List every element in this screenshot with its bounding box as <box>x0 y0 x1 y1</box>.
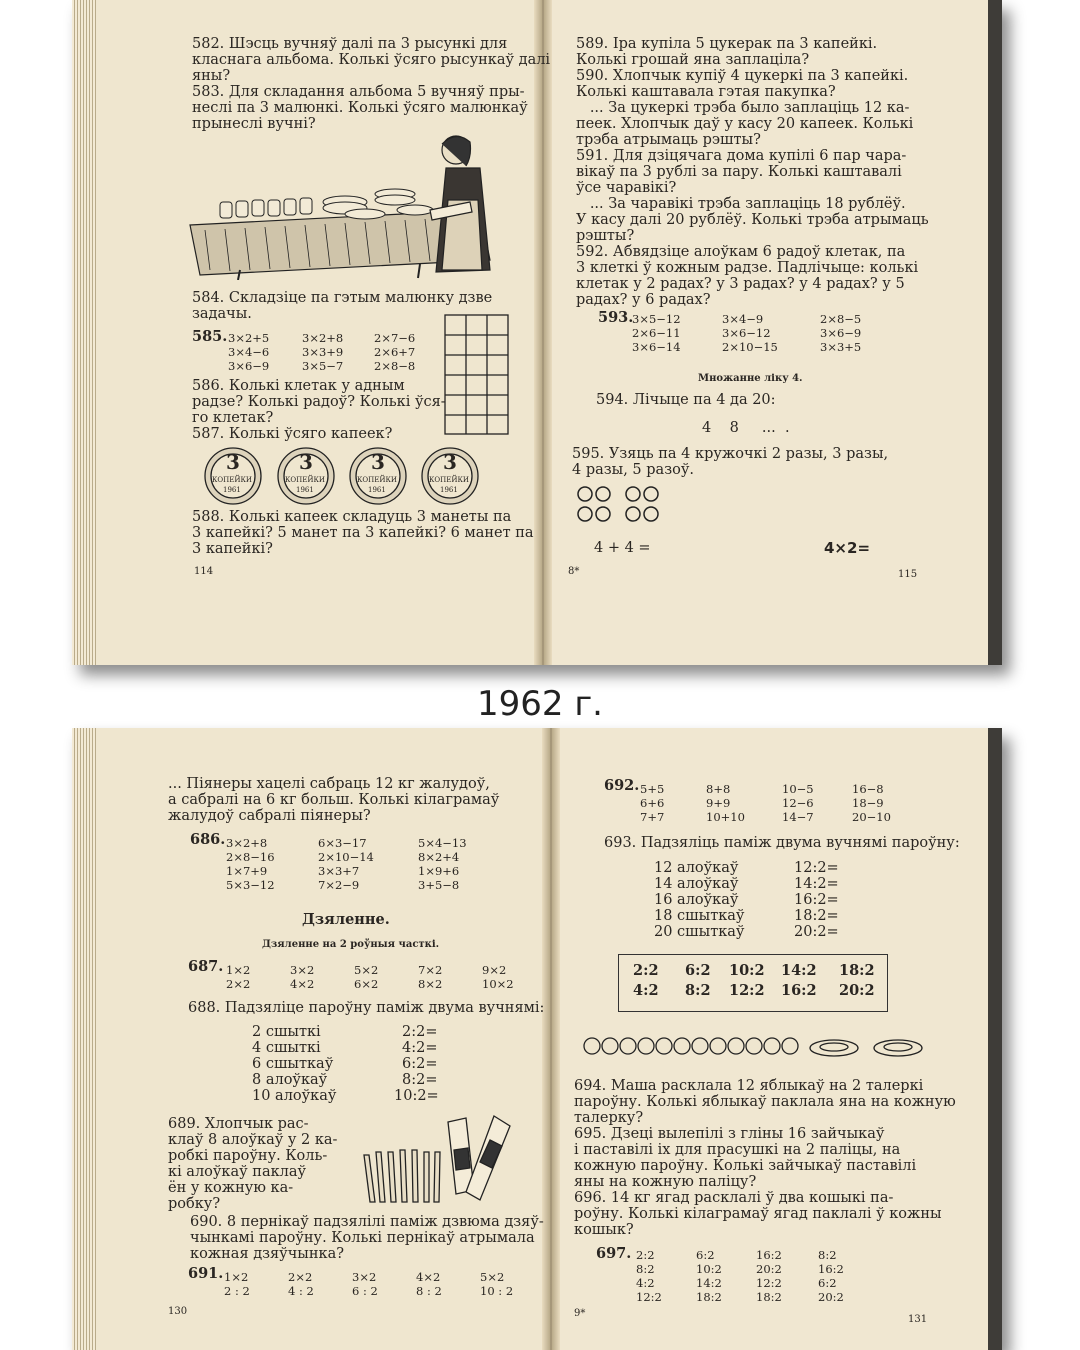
box-r2-c4: 16:2 <box>781 982 817 999</box>
page-number-131: 131 <box>908 1314 928 1325</box>
page-number-130: 130 <box>168 1306 188 1317</box>
count-sequence: 4 8 ... . <box>702 420 790 436</box>
exercise-686-col-3: 5×4−13 8×2+4 1×9+6 3+5−8 <box>418 836 467 892</box>
exercise-693-item-4: 18 сшыткаў <box>654 908 745 924</box>
exercise-693-item-2: 14 алоўкаў <box>654 876 739 892</box>
exercise-687-col-5: 9×2 10×2 <box>482 963 514 991</box>
exercise-693-expr-3: 16:2= <box>794 892 839 908</box>
exercise-692-col-2: 8+8 9+9 10+10 <box>706 782 745 824</box>
exercise-688-item-2: 4 сшыткі <box>252 1040 321 1056</box>
exercise-687-col-2: 3×2 4×2 <box>290 963 315 991</box>
coin-2-value: 3 <box>299 450 313 474</box>
exercise-697-label: 697. <box>596 1245 632 1262</box>
cover-edge-right <box>988 728 1002 1350</box>
exercise-693-item-3: 16 алоўкаў <box>654 892 739 908</box>
page-number-115: 115 <box>898 569 918 580</box>
problem-688: 688. Падзяліце пароўну паміж двума вучнямі: <box>188 1000 545 1016</box>
signature-mark: 9* <box>574 1308 586 1319</box>
exercise-687-col-1: 1×2 2×2 <box>226 963 251 991</box>
exercise-693-table <box>654 860 864 942</box>
coin-3-value: 3 <box>371 450 385 474</box>
exercise-688-item-5: 10 алоўкаў <box>252 1088 337 1104</box>
exercise-697-col-4: 8:2 16:2 6:2 20:2 <box>818 1248 844 1304</box>
problem-587: 587. Колькі ўсяго капеек? <box>192 426 393 442</box>
problem-594: 594. Лічыце па 4 да 20: <box>596 392 776 408</box>
exercise-585-col-1: 3×2+5 3×4−6 3×6−9 <box>228 331 270 373</box>
exercise-688-item-4: 8 алоўкаў <box>252 1072 328 1088</box>
exercise-593-label: 593. <box>598 309 634 326</box>
exercise-585-col-3: 2×7−6 2×6+7 2×8−8 <box>374 331 416 373</box>
box-r1-c2: 6:2 <box>685 962 711 979</box>
pencils-and-boxes-illustration <box>356 1110 516 1210</box>
exercise-693-expr-2: 14:2= <box>794 876 839 892</box>
table-setting-illustration <box>180 130 510 280</box>
coin-1-value: 3 <box>226 450 240 474</box>
problem-586: 586. Колькі клетак у адным радзе? Колькі радоў? Колькі ўся- го клетак? <box>192 378 446 426</box>
exercise-686-col-2: 6×3−17 2×10−14 3×3+7 7×2−9 <box>318 836 374 892</box>
exercise-688-expr-5: 10:2= <box>394 1088 439 1104</box>
sum-expression: 4 + 4 = <box>594 540 651 556</box>
exercise-697-col-2: 6:2 10:2 14:2 18:2 <box>696 1248 722 1304</box>
coin-1-label: КОПЕЙКИ <box>212 476 252 484</box>
problem-584: 584. Складзіце па гэтым малюнку дзве задачы. <box>192 290 493 322</box>
exercise-693-item-5: 20 сшыткаў <box>654 924 745 940</box>
exercise-688-expr-1: 2:2= <box>402 1024 438 1040</box>
subheading-division-by-2: Дзяленне на 2 роўныя часткі. <box>262 939 440 950</box>
problem-588: 588. Колькі капеек складуць 3 манеты па 3 капейкі? 5 манет па 3 капейкі? 6 манет па 3 капейкі? <box>192 509 534 557</box>
exercise-691-label: 691. <box>188 1265 224 1282</box>
exercise-692-col-4: 16−8 18−9 20−10 <box>852 782 891 824</box>
problem-583: 583. Для складання альбома 5 вучняў пры- неслі па 3 малюнкі. Колькі ўсяго малюнкаў прынеслі вучні? <box>192 84 528 132</box>
apples-and-plates-illustration <box>582 1032 952 1058</box>
exercise-687-col-4: 7×2 8×2 <box>418 963 443 991</box>
circles-illustration <box>576 484 666 528</box>
exercise-692-col-1: 5+5 6+6 7+7 <box>640 782 665 824</box>
box-r2-c1: 4:2 <box>633 982 659 999</box>
problem-591: 591. Для дзіцячага дома купілі 6 пар чара- вікаў па 3 рублі за пару. Колькі каштавалі ўсе чаравікі? ... За чаравікі трэба заплаціць 18 рублёў. У касу далі 20 рублёў. Колькі трэба атрымаць рэшты? <box>576 148 929 244</box>
box-r2-c3: 12:2 <box>729 982 765 999</box>
book-gutter <box>534 0 552 665</box>
problem-590: 590. Хлопчык купіў 4 цукеркі па 3 капейкі. Колькі каштавала гэтая пакупка? ... За цукеркі трэба было заплаціць 12 ка- пеек. Хлопчык даў у касу 20 капеек. Колькі трэба атрымаць рэшты? <box>576 68 914 148</box>
exercise-691-col-5: 5×2 10 : 2 <box>480 1270 514 1298</box>
division-facts-box <box>618 954 888 1012</box>
exercise-593-col-2: 3×4−9 3×6−12 2×10−15 <box>722 312 778 354</box>
problem-696: 696. 14 кг ягад расклалі ў два кошыкі па- роўну. Колькі кілаграмаў ягад паклалі ў кожны кошык? <box>574 1190 942 1238</box>
problem-694: 694. Маша расклала 12 яблыкаў на 2 талеркі пароўну. Колькі яблыкаў паклала яна на кожную талерку? <box>574 1078 956 1126</box>
cell-grid-3x6 <box>444 314 510 436</box>
heading-division: Дзяленне. <box>302 911 390 928</box>
problem-592: 592. Абвядзіце алоўкам 6 радоў клетак, па 3 клеткі ў кожным радзе. Падлічыце: колькі клетак у 2 радах? у 3 радах? у 4 радах? у 5 радах? у 6 радах? <box>576 244 919 308</box>
exercise-688-item-1: 2 сшыткі <box>252 1024 321 1040</box>
exercise-691-col-2: 2×2 4 : 2 <box>288 1270 314 1298</box>
problem-689: 689. Хлопчык рас- клаў 8 алоўкаў у 2 ка- робкі пароўну. Коль- кі алоўкаў паклаў ён у кожную ка- робку? <box>168 1116 338 1212</box>
exercise-688-item-3: 6 сшыткаў <box>252 1056 334 1072</box>
year-caption: 1962 г. <box>476 684 603 724</box>
exercise-691-col-1: 1×2 2 : 2 <box>224 1270 250 1298</box>
section-heading-multiply-4: Множанне ліку 4. <box>698 373 803 384</box>
coin-3-year: 1961 <box>368 486 386 494</box>
exercise-693-expr-4: 18:2= <box>794 908 839 924</box>
exercise-692-col-3: 10−5 12−6 14−7 <box>782 782 814 824</box>
box-r2-c2: 8:2 <box>685 982 711 999</box>
coin-4-value: 3 <box>443 450 457 474</box>
page-131 <box>560 728 988 1350</box>
problem-595: 595. Узяць па 4 кружочкі 2 разы, 3 разы, 4 разы, 5 разоў. <box>572 446 889 478</box>
box-r1-c4: 14:2 <box>781 962 817 979</box>
exercise-697-col-3: 16:2 20:2 12:2 18:2 <box>756 1248 782 1304</box>
cover-edge-right <box>988 0 1002 665</box>
coin-3-label: КОПЕЙКИ <box>357 476 397 484</box>
exercise-688-table <box>252 1024 472 1106</box>
exercise-686-col-1: 3×2+8 2×8−16 1×7+9 5×3−12 <box>226 836 275 892</box>
coin-1-year: 1961 <box>223 486 241 494</box>
problem-intro-acorns: ... Піянеры хацелі сабраць 12 кг жалудоў, а сабралі на 6 кг больш. Колькі кілаграмаў жалудоў сабралі піянеры? <box>168 776 500 824</box>
exercise-693-expr-5: 20:2= <box>794 924 839 940</box>
problem-690: 690. 8 пернікаў падзялілі паміж дзвюма дзяў- чынкамі пароўну. Колькі пернікаў атрымала кожная дзяўчынка? <box>190 1214 544 1262</box>
problem-582: 582. Шэсць вучняў далі па 3 рысункі для класнага альбома. Колькі ўсяго рысункаў далі яны? <box>192 36 551 84</box>
page-edges-left <box>72 0 96 665</box>
exercise-686-label: 686. <box>190 831 226 848</box>
exercise-693-item-1: 12 алоўкаў <box>654 860 739 876</box>
coin-4-label: КОПЕЙКИ <box>429 476 469 484</box>
box-r2-c5: 20:2 <box>839 982 875 999</box>
coin-2-year: 1961 <box>296 486 314 494</box>
exercise-593-col-1: 3×5−12 2×6−11 3×6−14 <box>632 312 681 354</box>
book-spread-1962 <box>72 0 1002 665</box>
book-gutter <box>542 728 560 1350</box>
page-number-114: 114 <box>194 566 214 577</box>
page-edges-left <box>72 728 96 1350</box>
exercise-691-col-3: 3×2 6 : 2 <box>352 1270 378 1298</box>
exercise-697-col-1: 2:2 8:2 4:2 12:2 <box>636 1248 662 1304</box>
coin-4-year: 1961 <box>440 486 458 494</box>
exercise-585-label: 585. <box>192 328 228 345</box>
signature-mark: 8* <box>568 566 580 577</box>
exercise-593-col-3: 2×8−5 3×6−9 3×3+5 <box>820 312 862 354</box>
exercise-693-expr-1: 12:2= <box>794 860 839 876</box>
exercise-692-label: 692. <box>604 777 640 794</box>
problem-589: 589. Іра купіла 5 цукерак па 3 капейкі. Колькі грошай яна заплаціла? <box>576 36 878 68</box>
multiplication-expression: 4×2= <box>824 539 871 557</box>
coins-row <box>204 446 494 506</box>
exercise-688-expr-2: 4:2= <box>402 1040 438 1056</box>
box-r1-c5: 18:2 <box>839 962 875 979</box>
problem-693: 693. Падзяліць паміж двума вучнямі пароўну: <box>604 835 960 851</box>
box-r1-c3: 10:2 <box>729 962 765 979</box>
exercise-688-expr-4: 8:2= <box>402 1072 438 1088</box>
exercise-691-col-4: 4×2 8 : 2 <box>416 1270 442 1298</box>
box-r1-c1: 2:2 <box>633 962 659 979</box>
book-spread-later <box>72 728 1002 1350</box>
coin-2-label: КОПЕЙКИ <box>285 476 325 484</box>
exercise-688-expr-3: 6:2= <box>402 1056 438 1072</box>
page-130 <box>96 728 545 1350</box>
page-115 <box>552 0 988 665</box>
exercise-585-col-2: 3×2+8 3×3+9 3×5−7 <box>302 331 344 373</box>
exercise-687-col-3: 5×2 6×2 <box>354 963 379 991</box>
exercise-687-label: 687. <box>188 958 224 975</box>
problem-695: 695. Дзеці вылепілі з гліны 16 зайчыкаў і паставілі іх для прасушкі на 2 паліцы, на кожную пароўну. Колькі зайчыкаў паставілі яны на кожную паліцу? <box>574 1126 917 1190</box>
page-114 <box>96 0 551 665</box>
